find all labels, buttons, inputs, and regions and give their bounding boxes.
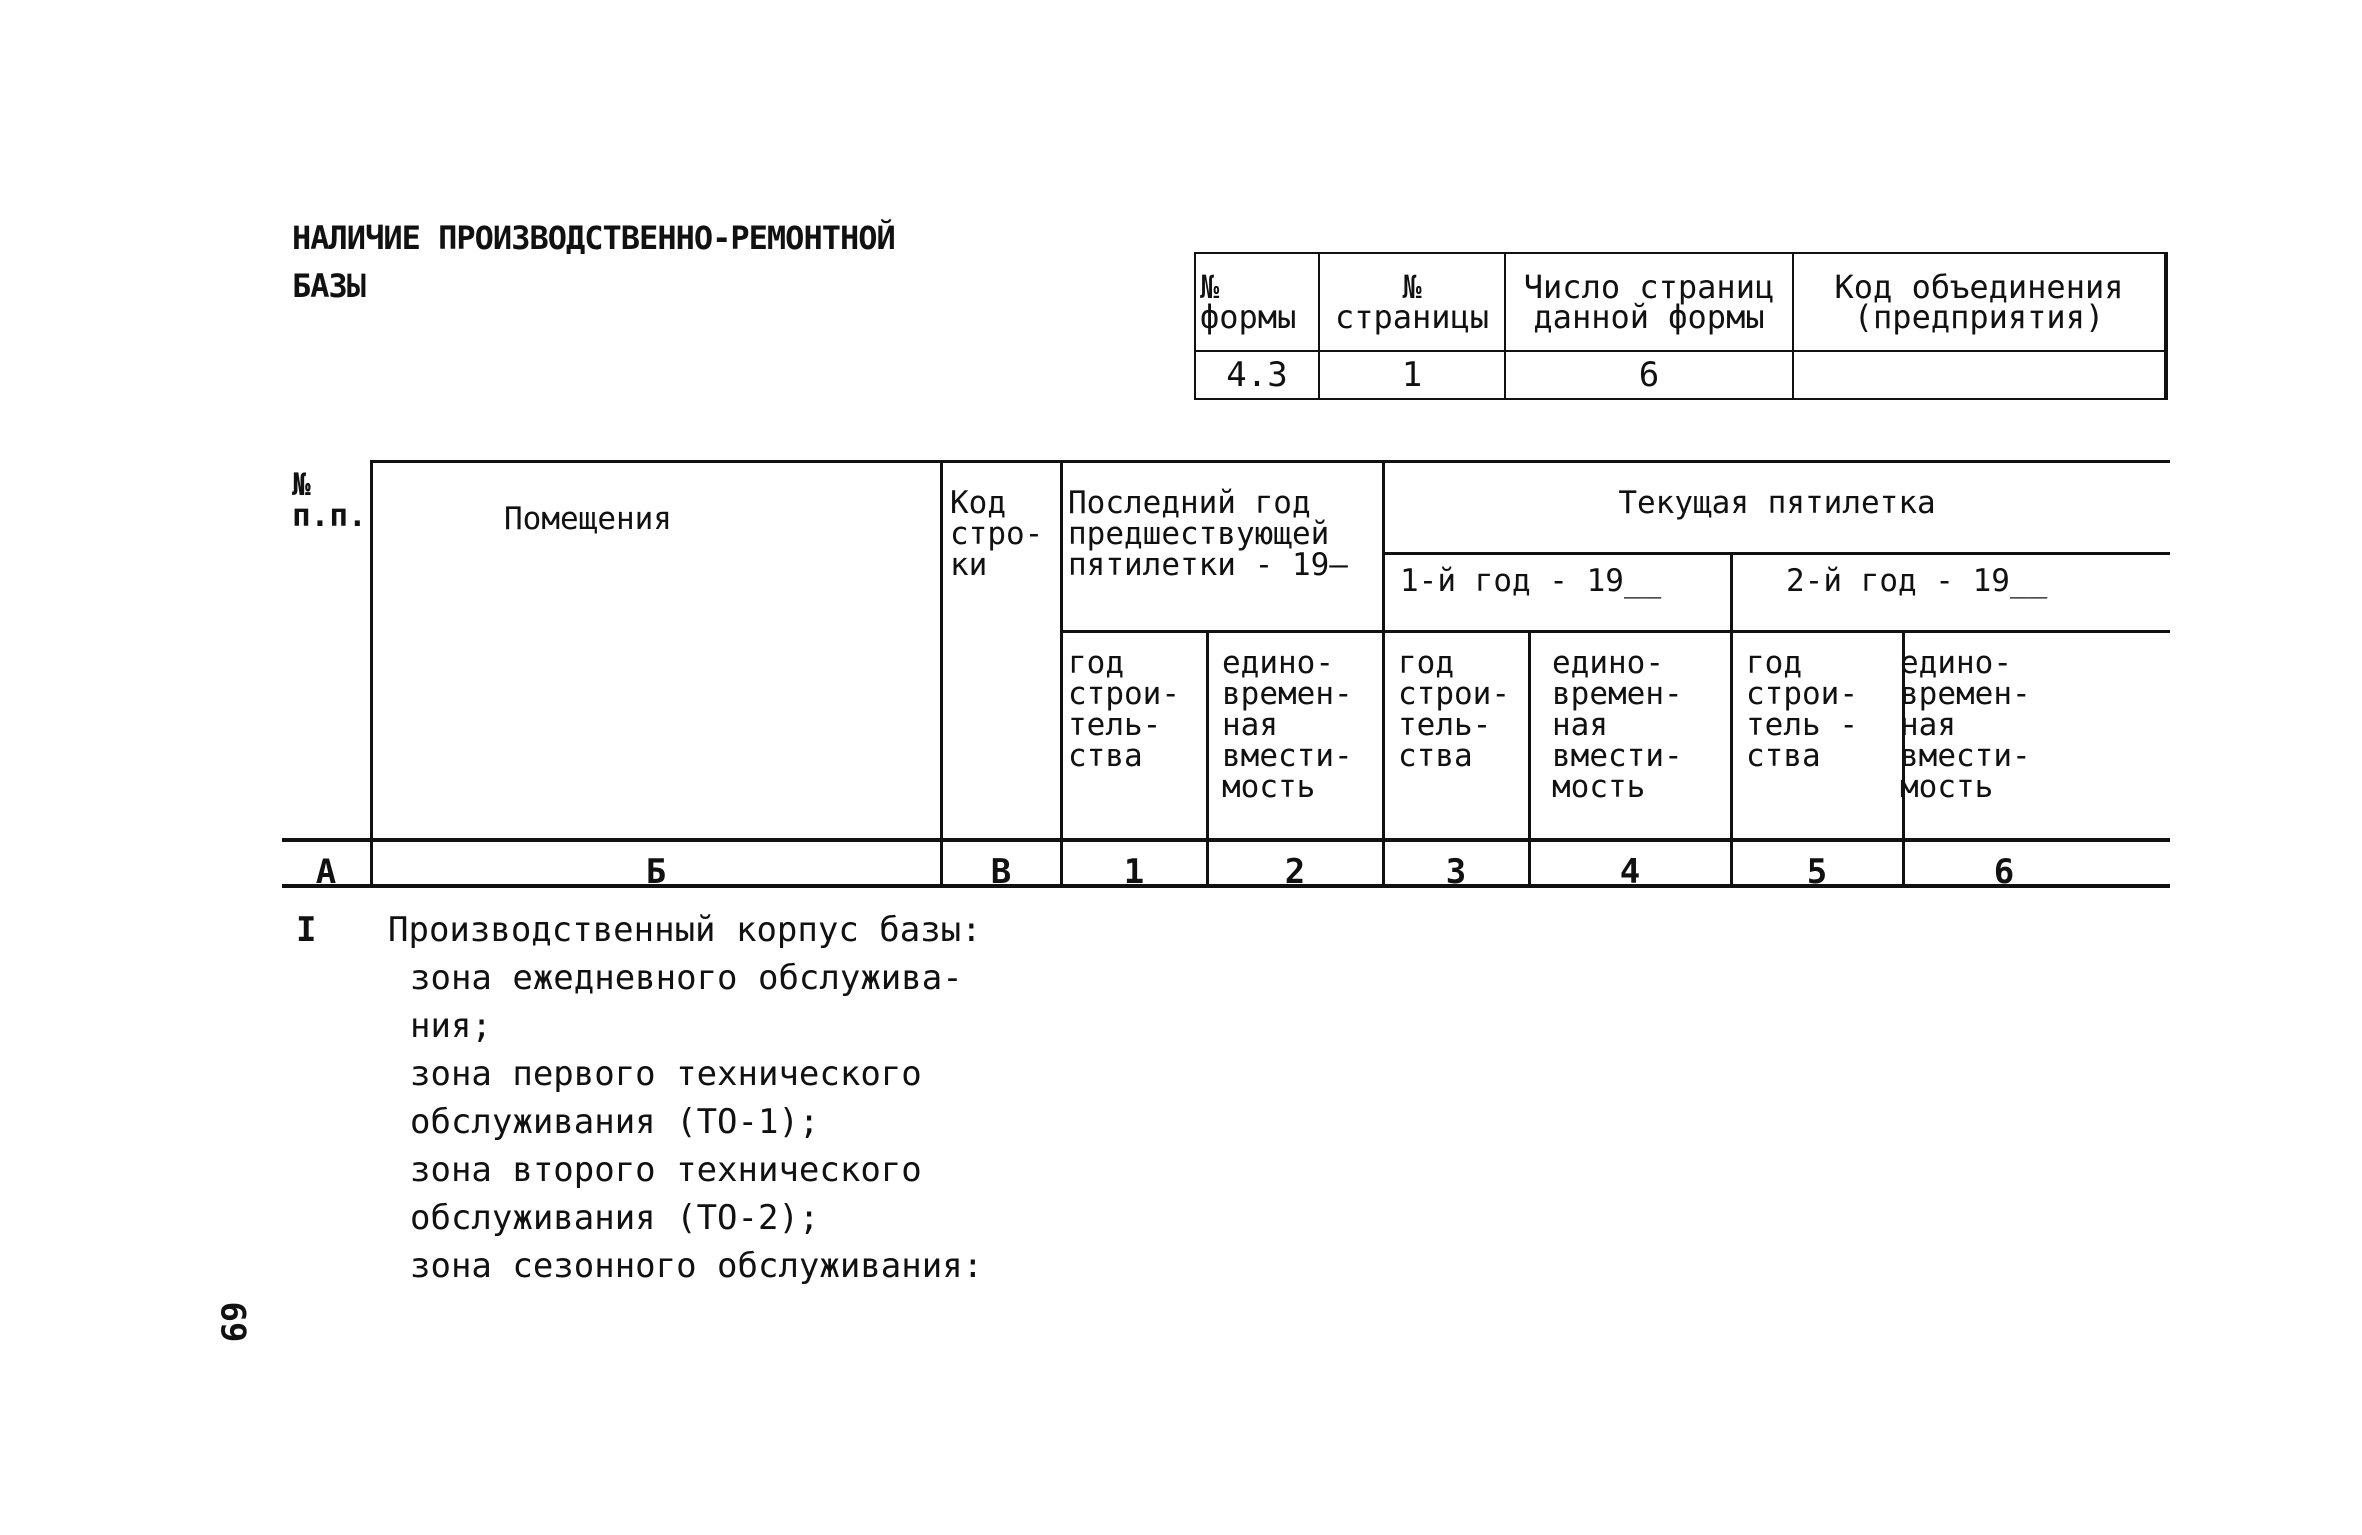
column-number-5: 5 [1806,852,1828,892]
col-divider-1 [1206,632,1209,886]
header-current-plan: Текущая пятилетка [1618,485,1936,521]
row-line-8: зона сезонного обслуживания: [410,1246,984,1286]
column-number-v: В [990,852,1012,892]
header-bottom-line [282,838,2170,842]
last-year-subdivider [1062,630,2170,633]
page-no-value: 1 [1319,351,1505,399]
column-number-a: А [315,852,337,892]
row-line-6: зона второго технического [410,1150,922,1190]
subheader-capacity-4: едино- времен- ная вмести- мость [1552,645,1683,805]
subheader-capacity-6: едино- времен- ная вмести- мость [1900,645,2031,805]
header-last-year: Последний год предшествующей пятилетки - 19— [1068,485,1348,583]
page-no-label: № страницы [1319,253,1505,351]
pages-count-value: 6 [1505,351,1793,399]
col-divider-np [370,460,373,886]
subheader-build-year-1: год строи- тель- ства [1068,645,1180,774]
row-line-5: обслуживания (ТО-1); [410,1102,820,1142]
row-line-3: ния; [410,1006,492,1046]
form-header-table [1194,252,2168,400]
column-number-b: Б [645,852,667,892]
col-divider-3 [1528,632,1531,886]
title-line-2: БАЗЫ [292,267,366,305]
col-divider-premises [940,460,943,886]
row-line-7: обслуживания (ТО-2); [410,1198,820,1238]
subheader-capacity-2: едино- времен- ная вмести- мость [1222,645,1353,805]
col-divider-last-year [1382,460,1385,886]
col-divider-year1 [1730,554,1733,886]
form-no-label: № формы [1195,253,1319,351]
column-number-4: 4 [1619,852,1641,892]
current-plan-divider [1384,552,2170,555]
header-premises: Помещения [504,501,672,537]
title-line-1: НАЛИЧИЕ ПРОИЗВОДСТВЕННО-РЕМОНТНОЙ [292,219,895,257]
pages-count-label: Число страниц данной формы [1505,253,1793,351]
row-line-1: Производственный корпус базы: [388,910,982,950]
column-number-6: 6 [1993,852,2015,892]
column-number-3: 3 [1445,852,1467,892]
org-code-value [1793,351,2166,399]
document-title [292,214,895,310]
header-code: Код стро- ки [950,485,1044,583]
row-line-4: зона первого технического [410,1054,922,1094]
column-number-1: 1 [1123,852,1145,892]
header-np: № п.п. [292,467,367,534]
header-year2: 2-й год - 19__ [1786,563,2048,599]
column-number-2: 2 [1284,852,1306,892]
form-no-value: 4.3 [1195,351,1319,399]
row-line-2: зона ежедневного обслужива- [410,958,963,998]
subheader-build-year-3: год строи- тель- ства [1398,645,1510,774]
org-code-label: Код объединения (предприятия) [1793,253,2166,351]
page-number: 69 [212,1301,253,1343]
table-top-line [370,460,2170,463]
row-number: I [296,910,317,950]
subheader-build-year-5: год строи- тель - ства [1746,645,1858,774]
header-year1: 1-й год - 19__ [1400,563,1662,599]
col-divider-code [1060,460,1063,886]
